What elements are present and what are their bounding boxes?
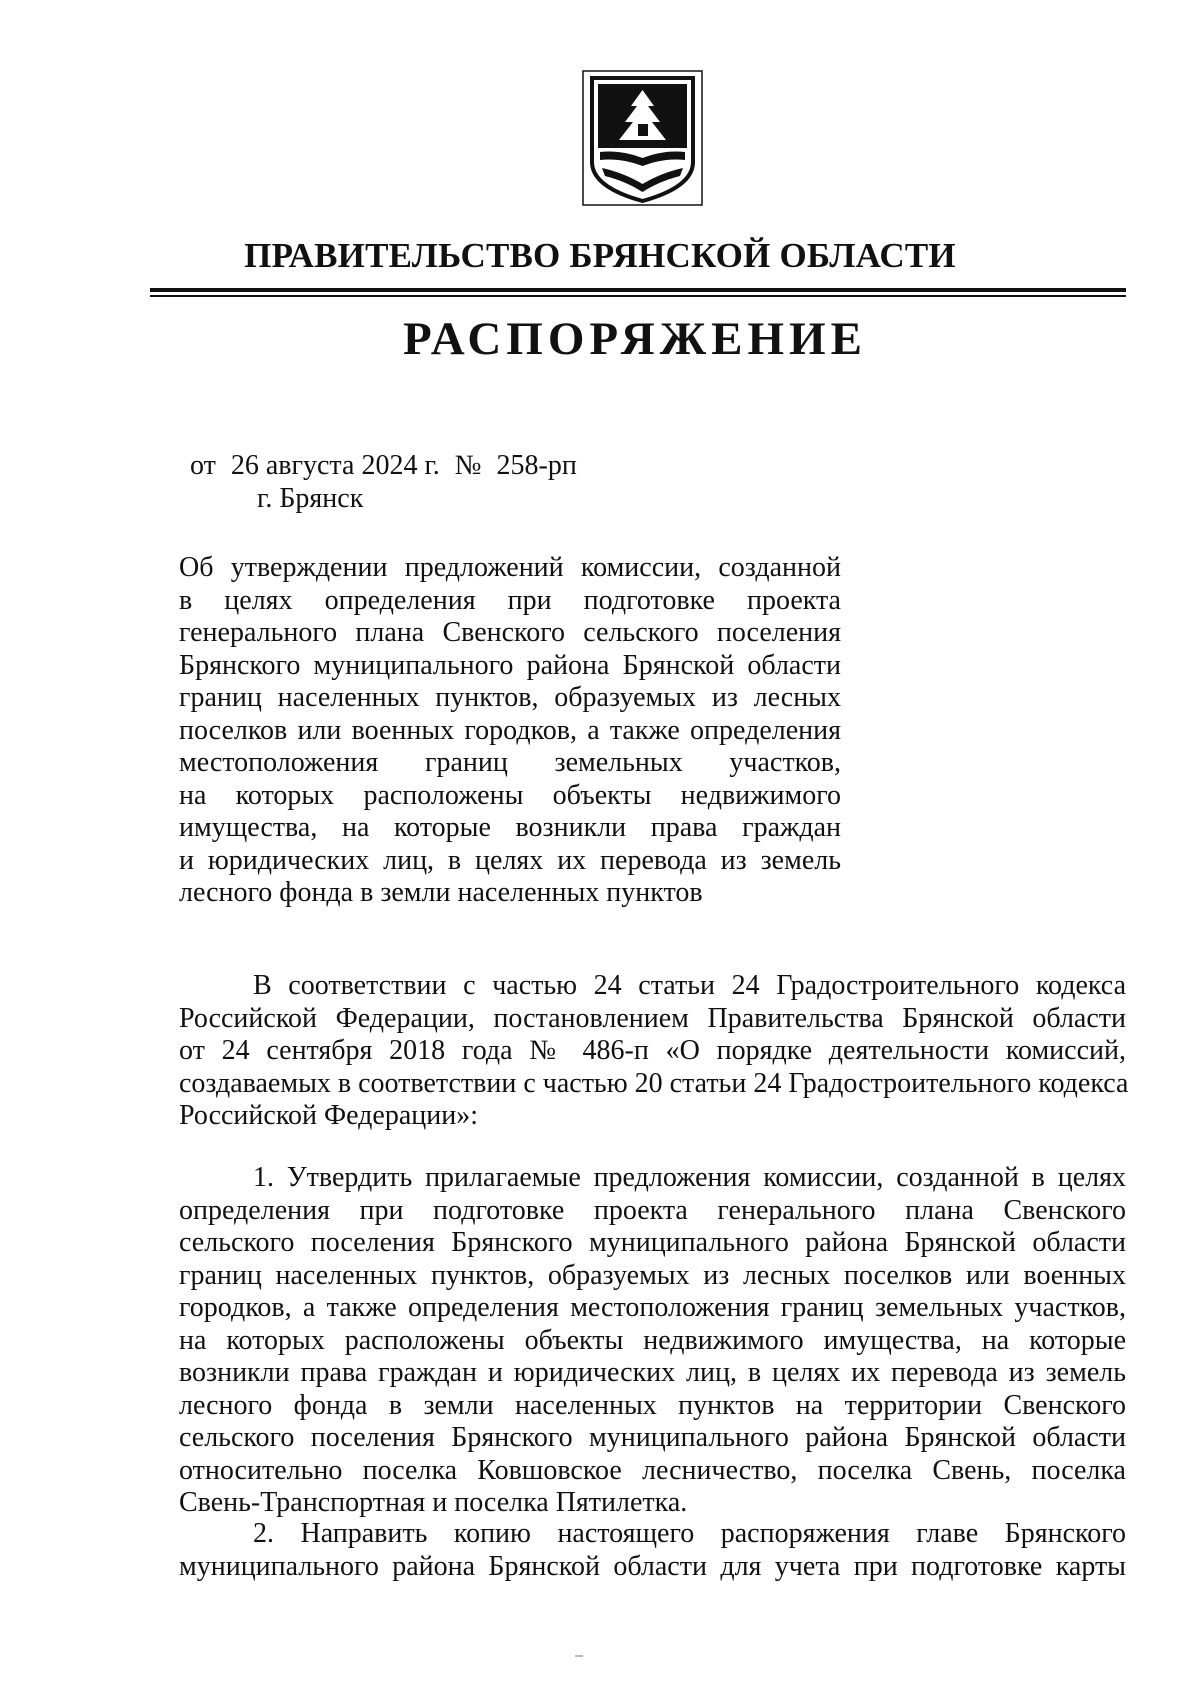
subject-line: Брянского муниципального района Брянской области bbox=[179, 649, 841, 681]
item-1-line: лесного фонда в земли населенных пунктов на территории Свенского bbox=[179, 1389, 1126, 1421]
subject-line: и юридических лиц, в целях их перевода из земель bbox=[179, 844, 841, 876]
preamble-line: Российской Федерации»: bbox=[179, 1100, 479, 1131]
preamble-line: В соответствии с частью 24 статьи 24 Градостроительного кодекса bbox=[253, 970, 1126, 1001]
document-type-title: РАСПОРЯЖЕНИЕ bbox=[403, 313, 867, 365]
document-number: 258-рп bbox=[496, 450, 577, 481]
preamble-line: создаваемых в соответствии с частью 20 статьи 24 Градостроительного кодекса bbox=[179, 1067, 1129, 1099]
subject-line: лесного фонда в земли населенных пунктов bbox=[179, 877, 703, 908]
preamble-line: от 24 сентября 2018 года № 486-п «О порядке деятельности комиссий, bbox=[179, 1035, 1126, 1066]
document-subject bbox=[179, 552, 841, 910]
item-1-line: сельского поселения Брянского муниципального района Брянской области bbox=[179, 1422, 1126, 1453]
header-divider-thin bbox=[150, 295, 1126, 297]
subject-line: границ населенных пунктов, образуемых из лесных bbox=[179, 682, 841, 713]
item-1-line: возникли права граждан и юридических лиц, в целях их перевода из земель bbox=[179, 1357, 1126, 1388]
item-1-line: городков, а также определения местоположения границ земельных участков, bbox=[179, 1292, 1126, 1323]
item-1-line: Свень-Транспортная и поселка Пятилетка. bbox=[179, 1487, 688, 1518]
header-divider-thick bbox=[150, 288, 1126, 292]
item-2-line: муниципального района Брянской области для учета при подготовке карты bbox=[179, 1550, 1126, 1582]
item-2-paragraph bbox=[179, 1518, 1126, 1583]
scan-artifact bbox=[575, 1655, 583, 1657]
subject-line: местоположения границ земельных участков, bbox=[179, 747, 841, 778]
item-1-paragraph bbox=[179, 1162, 1126, 1520]
date-number-line bbox=[190, 450, 585, 482]
bryansk-coat-of-arms-icon bbox=[582, 70, 703, 206]
preamble-paragraph bbox=[179, 970, 1129, 1133]
document-city: г. Брянск bbox=[257, 483, 364, 514]
subject-line: Об утверждении предложений комиссии, созданной bbox=[179, 552, 841, 583]
item-1-line: сельского поселения Брянского муниципального района Брянской области bbox=[179, 1227, 1126, 1258]
item-1-line: границ населенных пунктов, образуемых из лесных поселков или военных bbox=[179, 1259, 1126, 1291]
number-sign: № bbox=[454, 450, 482, 481]
subject-line: поселков или военных городков, а также определения bbox=[179, 714, 841, 746]
item-1-line: 1. Утвердить прилагаемые предложения комиссии, созданной в целях bbox=[253, 1162, 1126, 1193]
item-1-line: на которых расположены объекты недвижимого имущества, на которые bbox=[179, 1324, 1126, 1356]
subject-line: имущества, на которые возникли права граждан bbox=[179, 812, 841, 843]
government-title: ПРАВИТЕЛЬСТВО БРЯНСКОЙ ОБЛАСТИ bbox=[244, 236, 956, 275]
item-1-line: определения при подготовке проекта генерального плана Свенского bbox=[179, 1194, 1126, 1226]
item-1-line: относительно поселка Ковшовское лесничество, поселка Свень, поселка bbox=[179, 1454, 1126, 1486]
item-2-line: 2. Направить копию настоящего распоряжения главе Брянского bbox=[253, 1518, 1126, 1549]
date-prefix: от bbox=[190, 450, 216, 481]
subject-line: на которых расположены объекты недвижимого bbox=[179, 779, 841, 811]
document-date: 26 августа 2024 г. bbox=[230, 450, 440, 481]
subject-line: генерального плана Свенского сельского поселения bbox=[179, 617, 841, 648]
subject-line: в целях определения при подготовке проекта bbox=[179, 584, 841, 616]
preamble-line: Российской Федерации, постановлением Правительства Брянской области bbox=[179, 1002, 1126, 1034]
